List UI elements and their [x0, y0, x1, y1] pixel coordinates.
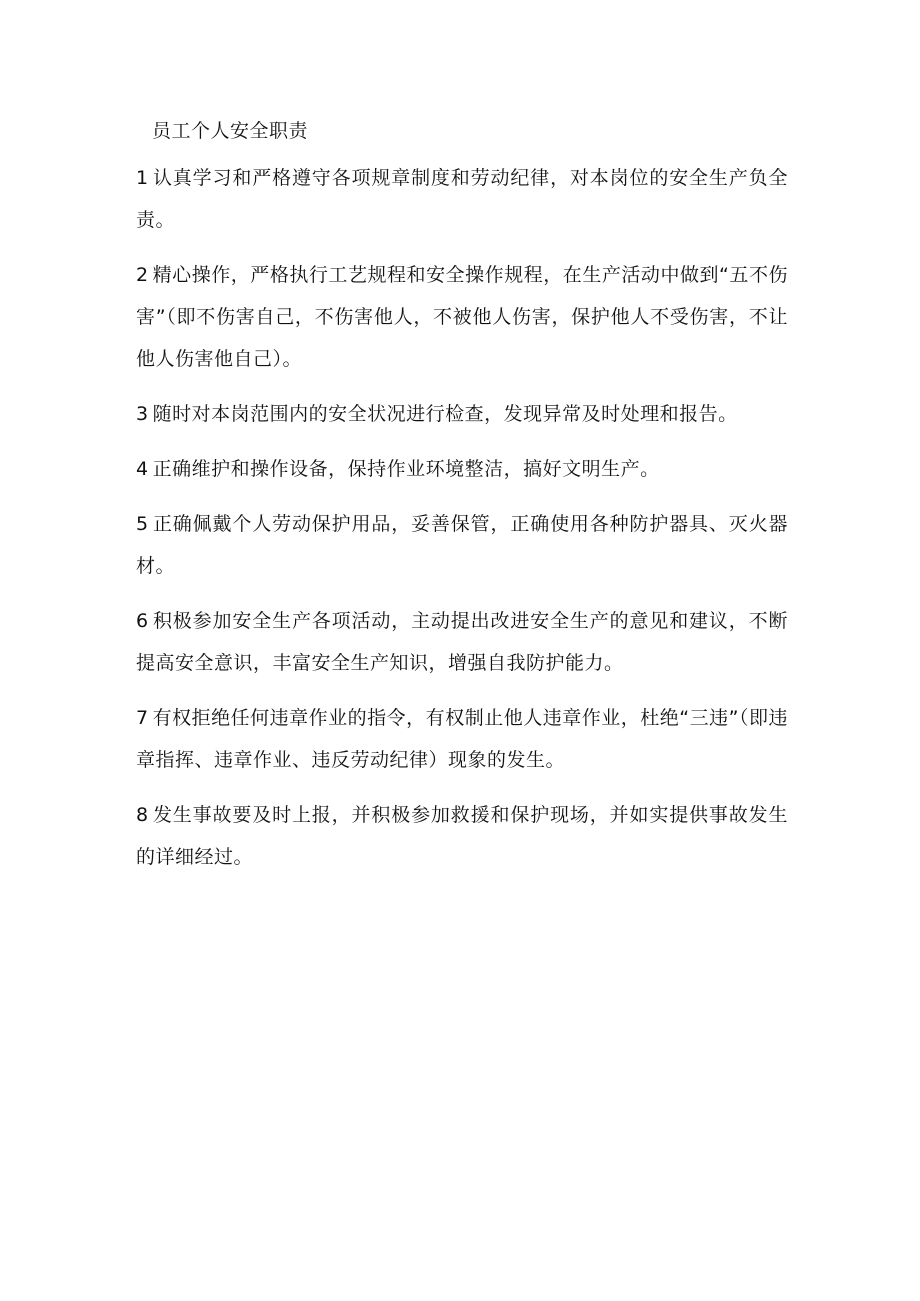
- paragraph-1: [136, 157, 788, 241]
- paragraph-number: 3: [136, 403, 149, 425]
- paragraph-text: 正确佩戴个人劳动保护用品，妥善保管，正确使用各种防护器具、灭火器材。: [136, 513, 788, 577]
- paragraph-text: 随时对本岗范围内的安全状况进行检查，发现异常及时处理和报告。: [152, 403, 738, 425]
- document-body: [136, 157, 788, 891]
- paragraph-text: 正确维护和操作设备，保持作业环境整洁，搞好文明生产。: [152, 458, 660, 480]
- paragraph-4: [136, 448, 788, 490]
- paragraph-number: 4: [136, 458, 149, 480]
- paragraph-text: 认真学习和严格遵守各项规章制度和劳动纪律，对本岗位的安全生产负全责。: [136, 167, 788, 231]
- paragraph-5: [136, 503, 788, 587]
- paragraph-number: 7: [136, 707, 149, 729]
- document-title: 员工个人安全职责: [152, 120, 309, 142]
- paragraph-7: [136, 697, 788, 781]
- paragraph-2: [136, 254, 788, 380]
- paragraph-text: 积极参加安全生产各项活动，主动提出改进安全生产的意见和建议，不断提高安全意识，丰富安全生产知识，增强自我防护能力。: [136, 610, 788, 674]
- paragraph-text: 有权拒绝任何违章作业的指令，有权制止他人违章作业，杜绝“三违”（即违章指挥、违章作业、违反劳动纪律）现象的发生。: [136, 707, 788, 771]
- paragraph-3: [136, 393, 788, 435]
- paragraph-text: 精心操作，严格执行工艺规程和安全操作规程，在生产活动中做到“五不伤害”（即不伤害自己，不伤害他人，不被他人伤害，保护他人不受伤害，不让他人伤害他自己）。: [136, 264, 788, 370]
- paragraph-number: 8: [136, 804, 149, 826]
- paragraph-8: [136, 794, 788, 878]
- paragraph-number: 6: [136, 610, 149, 632]
- paragraph-6: [136, 600, 788, 684]
- paragraph-number: 2: [136, 264, 149, 286]
- paragraph-text: 发生事故要及时上报，并积极参加救援和保护现场，并如实提供事故发生的详细经过。: [136, 804, 788, 868]
- paragraph-number: 5: [136, 513, 149, 535]
- paragraph-number: 1: [136, 167, 149, 189]
